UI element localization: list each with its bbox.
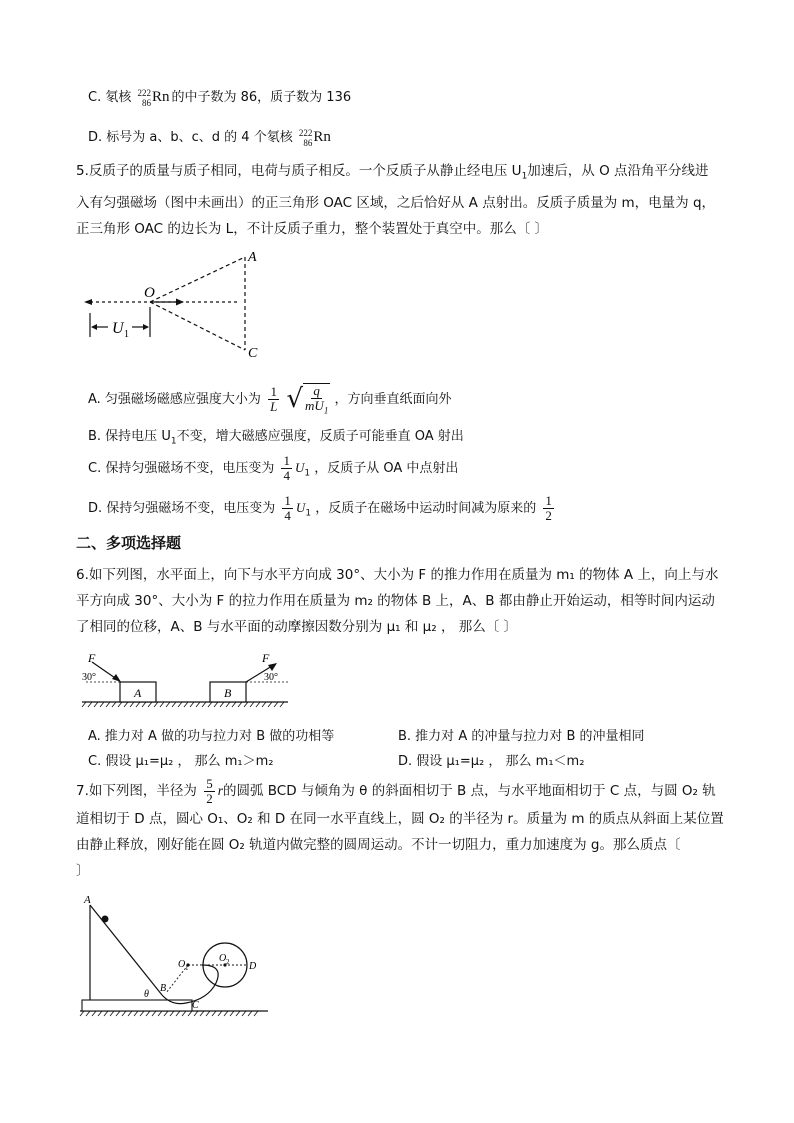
label-o1-sub: 1	[185, 964, 189, 972]
push-angle-label: 30°	[82, 672, 96, 683]
mass-point	[102, 916, 109, 923]
quarter-var: U	[295, 500, 306, 515]
arc-bcd	[162, 965, 218, 1004]
nuclide-mass: 222	[298, 127, 313, 138]
q7-figure	[78, 893, 278, 1023]
q7-line4: 〕	[76, 863, 90, 879]
q6-line2: 平方向成 30°、大小为 F 的拉力作用在质量为 m₂ 的物体 B 上，A、B 都由静止开始运动，相等时间内运动	[76, 593, 715, 609]
q7-stem	[76, 776, 726, 884]
quarter-num: 1	[283, 453, 290, 468]
sqrt-expr: √ $\frac{q}{mU_1}$	[286, 383, 329, 416]
push-force-arrowhead	[112, 674, 121, 682]
ground-hatch	[80, 1011, 258, 1016]
q5-line1-tail: 加速后，从 O 点沿角平分线进	[527, 163, 709, 179]
pull-force-arrowhead	[268, 663, 277, 671]
half-den: 2	[545, 508, 552, 523]
u1-right-arrow	[143, 324, 149, 330]
q5-line1: 5.反质子的质量与质子相同，电荷与质子相反。一个反质子从静止经电压 U	[76, 163, 522, 179]
q5-option-b	[88, 425, 464, 447]
q5-line2: 入有匀强磁场（图中未画出）的正三角形 OAC 区域，之后恰好从 A 点射出。反质子质量为 m，电量为 q，	[76, 194, 716, 211]
q5-line3: 正三角形 OAC 的边长为 L，不计反质子重力，整个装置处于真空中。那么〔 〕	[76, 220, 548, 237]
q6-line3: 了相同的位移，A、B 与水平面的动摩擦因数分别为 μ₁ 和 μ₂ ， 那么〔 〕	[76, 619, 518, 635]
q5-line1-sub: 1	[521, 171, 528, 182]
nuclide-symbol: Rn	[313, 129, 331, 145]
label-d: D	[249, 961, 257, 972]
incline	[90, 905, 162, 995]
q6-figure	[78, 648, 298, 708]
quarter-den: 4	[283, 468, 290, 483]
nuclide-symbol: Rn	[151, 89, 170, 105]
q5-option-b-sub: 1	[170, 436, 177, 447]
q5-option-d	[88, 494, 557, 523]
q5-option-a-suffix: ，方向垂直纸面向外	[334, 391, 452, 407]
nuclide-charge: 86	[303, 137, 313, 148]
q5-stem	[76, 158, 726, 242]
label-a: A	[84, 894, 91, 906]
q6-line1: 6.如下列图，水平面上，向下与水平方向成 30°、大小为 F 的推力作用在质量为 m₁ 的物体 A 上，向上与水	[76, 567, 719, 583]
q5-option-b-text-a: B. 保持电压 U	[88, 429, 171, 444]
u1-label: U	[112, 320, 124, 337]
sqrt-num: q	[313, 383, 320, 398]
q6-option-b: B. 推力对 A 的冲量与拉力对 B 的冲量相同	[398, 729, 645, 744]
radon-nuclide	[137, 88, 169, 108]
label-theta: θ	[144, 989, 149, 1000]
q7-line2: 道相切于 D 点，圆心 O₁、O₂ 和 D 在同一水平直线上，圆 O₂ 的半径为 r。质量为 m 的质点从斜面上某位置	[76, 811, 724, 827]
u1-label-sub: 1	[124, 329, 129, 340]
base-plate	[82, 1000, 192, 1011]
q5-option-d-prefix: D. 保持匀强磁场不变，电压变为	[88, 501, 276, 516]
q7-frac-num: 5	[206, 775, 213, 791]
label-o2-sub: 2	[226, 958, 230, 966]
q7-line3: 由静止释放，刚好能在圆 O₂ 轨道内做完整的圆周运动。不计一切阻力，重力加速度为 g。那么质点〔	[76, 837, 681, 853]
push-force-label: F	[88, 651, 96, 665]
radon-nuclide	[299, 128, 331, 148]
q6-option-a: A. 推力对 A 做的功与拉力对 B 做的功相等	[88, 729, 335, 744]
nuclide-charge: 86	[141, 97, 151, 108]
q5-option-c-suffix: ，反质子从 OA 中点射出	[314, 461, 459, 476]
q5-option-c	[88, 454, 458, 483]
q4-option-d-prefix: D. 标号为 a、b、c、d 的 4 个氡核	[88, 130, 293, 145]
frac-num: 1	[270, 383, 277, 399]
q5-option-a-prefix: A. 匀强磁场磁感应强度大小为	[88, 391, 261, 407]
q5-option-d-mid: ，反质子在磁场中运动时间减为原来的	[315, 501, 537, 516]
u1-left-arrow	[91, 324, 97, 330]
quarter-sub: 1	[305, 508, 312, 519]
q6-option-c: C. 假设 μ₁=μ₂ ， 那么 m₁＞m₂	[88, 754, 274, 769]
quarter-sub: 1	[304, 468, 311, 479]
pull-angle-label: 30°	[264, 672, 278, 683]
label-c: C	[192, 1000, 199, 1011]
q5-option-a	[88, 381, 451, 418]
point-o-label: O	[144, 285, 155, 301]
point-c-label: C	[248, 346, 258, 361]
label-b: B	[160, 983, 167, 994]
side-oc	[150, 302, 245, 350]
ground-hatch	[82, 702, 284, 707]
pull-force-label: F	[262, 651, 270, 665]
q6-stem	[76, 562, 726, 640]
q4-option-d	[88, 126, 333, 148]
q6-option-d: D. 假设 μ₁=μ₂ ， 那么 m₁＜m₂	[398, 754, 585, 769]
quarter-den: 4	[284, 508, 291, 523]
sqrt-den-sub: 1	[323, 405, 329, 416]
side-oa	[150, 257, 245, 302]
q5-option-c-prefix: C. 保持匀强磁场不变，电压变为	[88, 461, 275, 476]
label-o2: O	[219, 953, 227, 964]
nuclide-mass: 222	[137, 87, 151, 98]
quarter-var: U	[294, 460, 305, 475]
block-a-label: A	[134, 686, 142, 700]
q7-frac-var: r	[217, 783, 223, 798]
label-o1: O	[178, 959, 186, 970]
velocity-arrowhead	[176, 299, 184, 306]
frac-den: L	[270, 398, 278, 414]
q4-option-c-suffix: 的中子数为 86，质子数为 136	[171, 90, 352, 105]
point-a-label: A	[248, 250, 257, 265]
half-num: 1	[545, 493, 552, 508]
q4-option-c-prefix: C. 氡核	[88, 90, 132, 105]
q7-line1-prefix: 7.如下列图，半径为	[76, 783, 197, 799]
quarter-num: 1	[284, 493, 291, 508]
q5-option-b-text-b: 不变，增大磁感应强度，反质子可能垂直 OA 射出	[176, 429, 464, 444]
q7-line1-suffix: 的圆弧 BCD 与倾角为 θ 的斜面相切于 B 点，与水平地面相切于 C 点，与圆 O₂ 轨	[222, 783, 716, 799]
sqrt-den: mU	[305, 398, 324, 413]
left-arrowhead	[84, 299, 92, 305]
q4-option-c	[88, 86, 351, 108]
q5-figure	[80, 245, 270, 365]
q7-frac-den: 2	[206, 790, 213, 806]
block-b-label: B	[224, 686, 232, 700]
section-title: 二、多项选择题	[76, 534, 182, 552]
